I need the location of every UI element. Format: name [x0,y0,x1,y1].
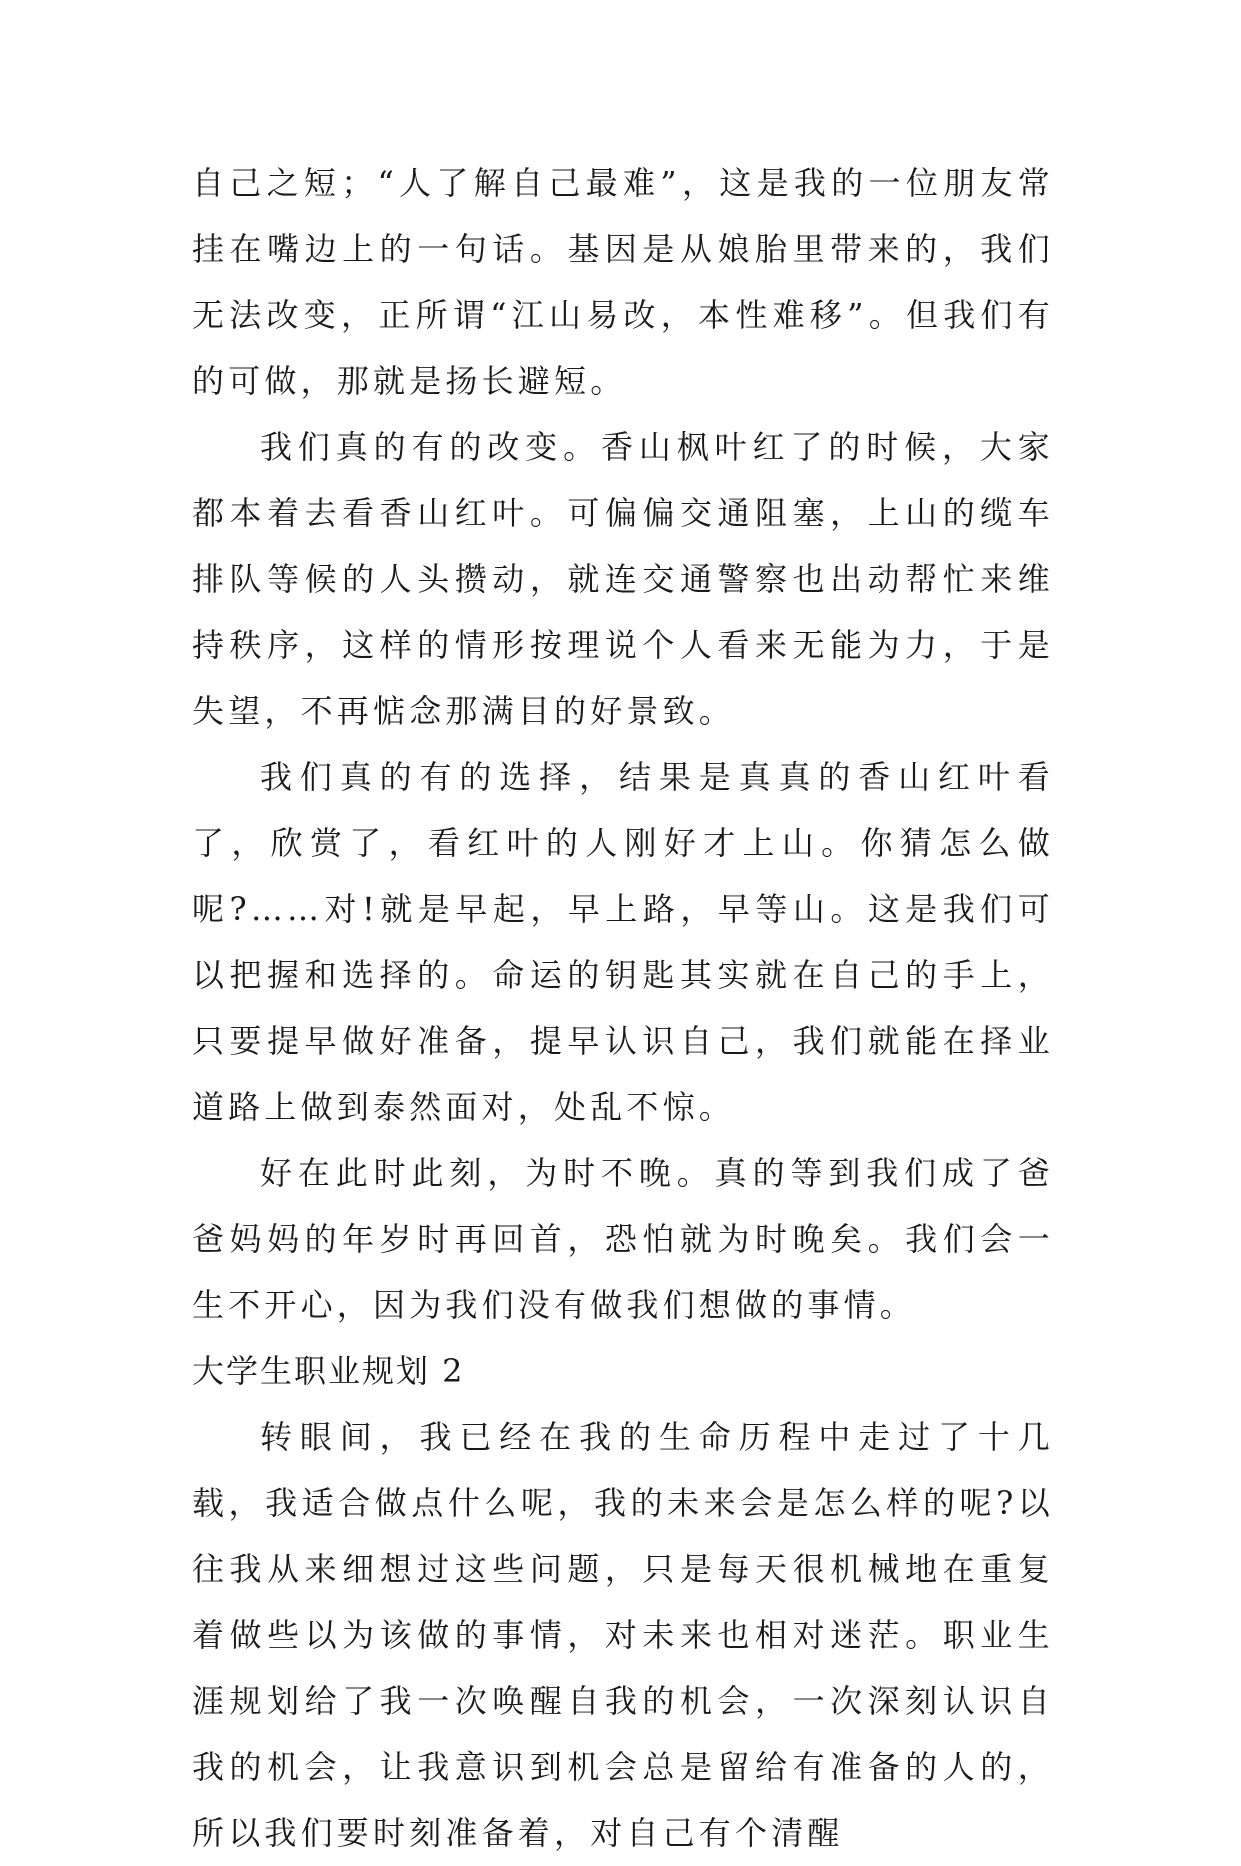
paragraph-career-planning: 转眼间，我已经在我的生命历程中走过了十几载，我适合做点什么呢，我的未来会是怎么样的呢?以往我从来细想过这些问题，只是每天很机械地在重复着做些以为该做的事情，对未来也相对迷茫。职业生涯规划给了我一次唤醒自我的机会，一次深刻认识自我的机会，让我意识到机会总是留给有准备的人的，所以我们要时刻准备着，对自己有个清醒 [192,1418,1054,1852]
document-page [192,150,1054,1866]
paragraph-not-too-late: 好在此时此刻，为时不晚。真的等到我们成了爸爸妈妈的年岁时再回首，恐怕就为时晚矣。我们会一生不开心，因为我们没有做我们想做的事情。 [192,1154,1054,1324]
paragraph-choice: 我们真的有的选择，结果是真真的香山红叶看了，欣赏了，看红叶的人刚好才上山。你猜怎么做呢?……对!就是早起，早上路，早等山。这是我们可以把握和选择的。命运的钥匙其实就在自己的手上，只要提早做好准备，提早认识自己，我们就能在择业道路上做到泰然面对，处乱不惊。 [192,758,1054,1126]
section-heading: 大学生职业规划 2 [192,1352,465,1390]
paragraph-change: 我们真的有的改变。香山枫叶红了的时候，大家都本着去看香山红叶。可偏偏交通阻塞，上山的缆车排队等候的人头攒动，就连交通警察也出动帮忙来维持秩序，这样的情形按理说个人看来无能为力，于是失望，不再惦念那满目的好景致。 [192,428,1054,730]
paragraph-self-knowledge: 自己之短；“人了解自己最难”，这是我的一位朋友常挂在嘴边上的一句话。基因是从娘胎里带来的，我们无法改变，正所谓“江山易改，本性难移”。但我们有的可做，那就是扬长避短。 [192,164,1054,400]
